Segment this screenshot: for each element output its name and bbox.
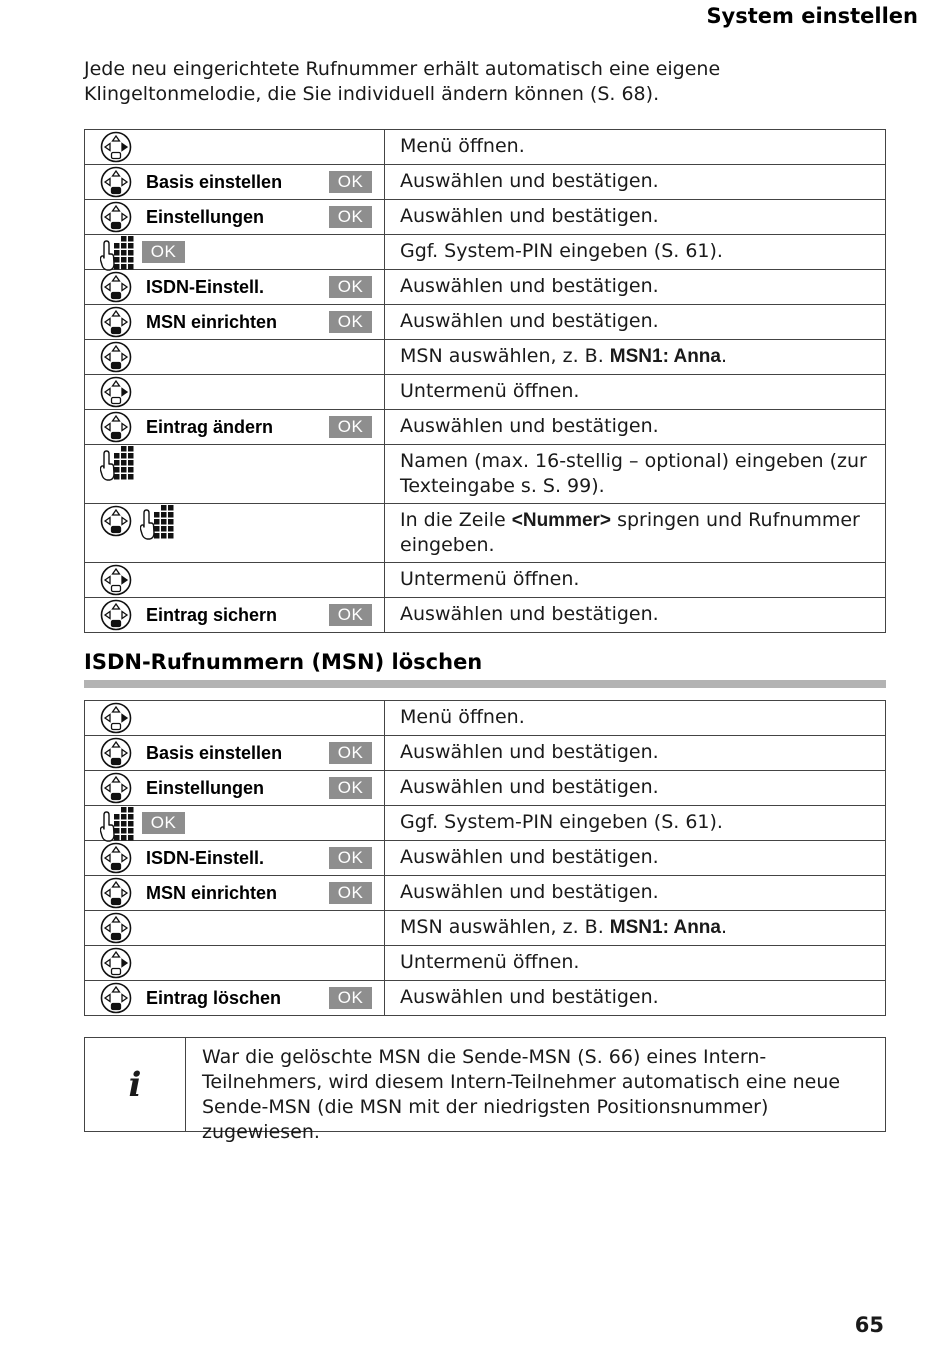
table-row — [85, 701, 886, 736]
step-keys-cell — [85, 130, 385, 165]
step-keys-cell — [85, 305, 385, 340]
step-keys-cell — [85, 946, 385, 981]
table-row — [85, 410, 886, 445]
navigation-key-right-icon — [100, 376, 132, 408]
ok-softkey: OK — [142, 241, 185, 263]
step-keys-cell — [85, 736, 385, 771]
step-keys-cell — [85, 165, 385, 200]
step-description — [385, 504, 886, 563]
info-text: War die gelöschte MSN die Sende-MSN (S. 66) eines Intern-Teilnehmers, wird diesem Intern-Teilnehmer automatisch eine neue Sende-MSN (die MSN mit der niedrigsten Positionsnummer) zugewiesen. — [202, 1046, 841, 1143]
menu-item-label: MSN einrichten — [146, 882, 278, 903]
navigation-key-down-icon — [100, 505, 132, 537]
table-row — [85, 375, 886, 410]
table-row — [85, 235, 886, 270]
section-rule — [84, 680, 886, 688]
table-row — [85, 911, 886, 946]
navigation-key-right-icon — [100, 702, 132, 734]
menu-item-label: Einstellungen — [146, 206, 265, 227]
step-text: . — [720, 345, 728, 367]
step-keys-cell — [85, 876, 385, 911]
step-description: Menü öffnen. — [385, 130, 886, 165]
table-row — [85, 305, 886, 340]
table-row — [85, 598, 886, 633]
ok-softkey: OK — [329, 311, 372, 333]
menu-item-label: ISDN-Einstell. — [146, 847, 265, 868]
navigation-key-down-icon — [100, 201, 132, 233]
navigation-key-down-icon — [100, 271, 132, 303]
step-keys-cell — [85, 701, 385, 736]
table-row — [85, 340, 886, 375]
navigation-key-down-icon — [100, 877, 132, 909]
step-keys-cell — [85, 841, 385, 876]
info-box — [84, 1037, 886, 1143]
step-description: Auswählen und bestätigen. — [385, 165, 886, 200]
step-description: Auswählen und bestätigen. — [385, 200, 886, 235]
ok-softkey: OK — [329, 276, 372, 298]
page-number: 65 — [854, 1313, 884, 1337]
navigation-key-down-icon — [100, 982, 132, 1014]
step-text: . — [720, 916, 728, 938]
step-keys-cell — [85, 445, 385, 504]
step-description: Auswählen und bestätigen. — [385, 410, 886, 445]
navigation-key-right-icon — [100, 131, 132, 163]
step-description: Untermenü öffnen. — [385, 946, 886, 981]
step-text: springen und Rufnummer eingeben. — [400, 509, 860, 556]
table-row — [85, 771, 886, 806]
step-description: Auswählen und bestätigen. — [385, 270, 886, 305]
menu-item-label: MSN einrichten — [146, 311, 278, 332]
display-text-reference: <Nummer> — [511, 510, 612, 531]
step-keys-cell — [85, 270, 385, 305]
keypad-icon — [100, 805, 134, 843]
navigation-key-right-icon — [100, 947, 132, 979]
keypad-icon — [100, 444, 134, 482]
step-keys-cell — [85, 598, 385, 633]
menu-item-label: Basis einstellen — [146, 171, 283, 192]
step-keys-cell — [85, 375, 385, 410]
step-description: Ggf. System-PIN eingeben (S. 61). — [385, 806, 886, 841]
table-row — [85, 563, 886, 598]
navigation-key-down-icon — [100, 341, 132, 373]
section-title-delete-msn: ISDN-Rufnummern (MSN) löschen — [84, 650, 483, 674]
ok-softkey: OK — [329, 777, 372, 799]
navigation-key-right-icon — [100, 564, 132, 596]
table-row — [85, 946, 886, 981]
display-text-reference: MSN1: Anna — [609, 917, 721, 938]
step-description: Untermenü öffnen. — [385, 375, 886, 410]
navigation-key-down-icon — [100, 842, 132, 874]
step-description: Ggf. System-PIN eingeben (S. 61). — [385, 235, 886, 270]
navigation-key-down-icon — [100, 912, 132, 944]
step-description: Auswählen und bestätigen. — [385, 841, 886, 876]
ok-softkey: OK — [329, 206, 372, 228]
step-description: Auswählen und bestätigen. — [385, 305, 886, 340]
table-row — [85, 736, 886, 771]
display-text-reference: MSN1: Anna — [609, 346, 721, 367]
menu-item-label: Eintrag sichern — [146, 604, 278, 625]
step-description: Auswählen und bestätigen. — [385, 981, 886, 1016]
menu-item-label: Basis einstellen — [146, 742, 283, 763]
info-icon: i — [85, 1038, 186, 1131]
navigation-key-down-icon — [100, 772, 132, 804]
step-keys-cell — [85, 771, 385, 806]
table-row — [85, 806, 886, 841]
step-keys-cell — [85, 563, 385, 598]
steps-table-setup — [84, 129, 886, 633]
step-keys-cell — [85, 410, 385, 445]
ok-softkey: OK — [329, 604, 372, 626]
table-row — [85, 841, 886, 876]
table-row — [85, 504, 886, 563]
ok-softkey: OK — [329, 416, 372, 438]
step-description: Namen (max. 16-stellig – optional) eingeben (zur Texteingabe s. S. 99). — [385, 445, 886, 504]
ok-softkey: OK — [329, 171, 372, 193]
table-row — [85, 130, 886, 165]
step-description: Auswählen und bestätigen. — [385, 598, 886, 633]
table-row — [85, 200, 886, 235]
navigation-key-down-icon — [100, 599, 132, 631]
navigation-key-down-icon — [100, 411, 132, 443]
page-header-title: System einstellen — [706, 4, 918, 28]
step-text: In die Zeile — [400, 509, 512, 531]
step-text: MSN auswählen, z. B. — [400, 916, 610, 938]
step-description: Auswählen und bestätigen. — [385, 771, 886, 806]
step-description — [385, 911, 886, 946]
step-description: Auswählen und bestätigen. — [385, 736, 886, 771]
step-description: Auswählen und bestätigen. — [385, 876, 886, 911]
navigation-key-down-icon — [100, 737, 132, 769]
step-keys-cell — [85, 981, 385, 1016]
step-keys-cell — [85, 911, 385, 946]
step-description — [385, 340, 886, 375]
table-row — [85, 445, 886, 504]
intro-paragraph: Jede neu eingerichtete Rufnummer erhält automatisch eine eigene Klingeltonmelodie, die Sie individuell ändern können (S. 68). — [84, 58, 721, 105]
menu-item-label: Eintrag löschen — [146, 987, 282, 1008]
menu-item-label: Eintrag ändern — [146, 416, 274, 437]
table-row — [85, 981, 886, 1016]
ok-softkey: OK — [329, 882, 372, 904]
keypad-icon — [100, 234, 134, 272]
navigation-key-down-icon — [100, 306, 132, 338]
step-keys-cell — [85, 806, 385, 841]
menu-item-label: Einstellungen — [146, 777, 265, 798]
ok-softkey: OK — [329, 987, 372, 1009]
step-text: MSN auswählen, z. B. — [400, 345, 610, 367]
steps-table-delete — [84, 700, 886, 1016]
ok-softkey: OK — [142, 812, 185, 834]
menu-item-label: ISDN-Einstell. — [146, 276, 265, 297]
step-description: Menü öffnen. — [385, 701, 886, 736]
navigation-key-down-icon — [100, 166, 132, 198]
ok-softkey: OK — [329, 847, 372, 869]
table-row — [85, 165, 886, 200]
table-row — [85, 876, 886, 911]
table-row — [85, 270, 886, 305]
step-keys-cell — [85, 200, 385, 235]
ok-softkey: OK — [329, 742, 372, 764]
step-keys-cell — [85, 340, 385, 375]
keypad-icon — [140, 503, 174, 541]
step-description: Untermenü öffnen. — [385, 563, 886, 598]
step-keys-cell — [85, 235, 385, 270]
step-keys-cell — [85, 504, 385, 563]
